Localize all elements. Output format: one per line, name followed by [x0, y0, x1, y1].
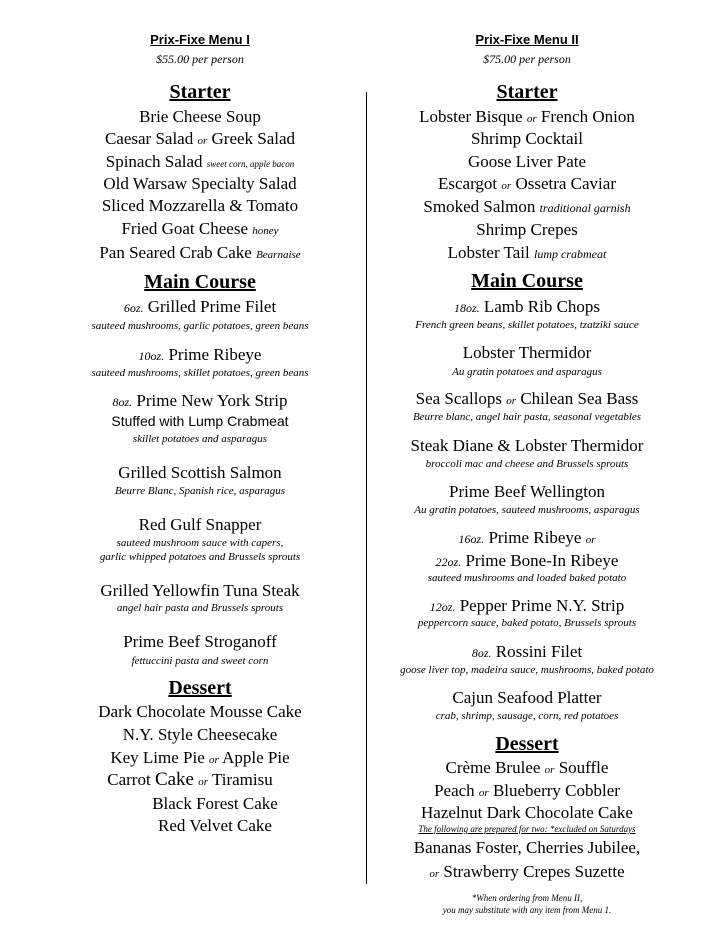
menu-2-price: $75.00 per person — [483, 52, 571, 66]
menu-item: Steak Diane & Lobster Thermidor — [410, 436, 644, 455]
menu-1-title: Prix-Fixe Menu I — [150, 32, 250, 47]
menu-item: Black Forest Cake — [152, 794, 278, 813]
footnote-line-1: *When ordering from Menu II, — [471, 893, 583, 903]
item-description: French green beans, skillet potatoes, tzatziki sauce — [415, 319, 639, 331]
menu-item: 6oz. Grilled Prime Filet — [123, 297, 277, 316]
item-extra: Stuffed with Lump Crabmeat — [111, 413, 289, 429]
item-description: angel hair pasta and Brussels sprouts — [116, 602, 284, 614]
menu-item: Fried Goat Cheese honey — [121, 219, 279, 238]
menu-item: Crème Brulee or Souffle — [445, 758, 609, 777]
menu-item: N.Y. Style Cheesecake — [122, 725, 278, 744]
item-description: Au gratin potatoes, sauteed mushrooms, asparagus — [414, 504, 640, 516]
starter-heading: Starter — [169, 81, 231, 103]
menu-item: 22oz. Prime Bone-In Ribeye — [435, 551, 619, 570]
menu-item: Pan Seared Crab Cake Bearnaise — [99, 243, 301, 262]
menu-item: 16oz. Prime Ribeye or — [458, 528, 596, 547]
menu-item: Escargot or Ossetra Caviar — [437, 174, 616, 193]
menu-item: 10oz. Prime Ribeye — [138, 345, 262, 364]
dessert-heading: Dessert — [168, 677, 232, 699]
item-description: sauteed mushrooms and loaded baked potato — [427, 572, 627, 584]
menu-item: Spinach Salad sweet corn, apple bacon — [105, 152, 295, 171]
item-description: crab, shrimp, sausage, corn, red potatoes — [435, 710, 619, 722]
menu-item: Grilled Scottish Salmon — [118, 463, 282, 482]
main-course-heading: Main Course — [144, 271, 256, 293]
item-description: Beurre blanc, angel hair pasta, seasonal vegetables — [412, 411, 642, 423]
item-description: garlic whipped potatoes and Brussels sprouts — [99, 551, 301, 563]
menu-item: Prime Beef Stroganoff — [123, 632, 277, 651]
item-description: peppercorn sauce, baked potato, Brussels sprouts — [417, 617, 637, 629]
menu-item: Smoked Salmon traditional garnish — [423, 197, 631, 216]
menu-item: Dark Chocolate Mousse Cake — [98, 702, 302, 721]
menu-item: Bananas Foster, Cherries Jubilee, — [413, 838, 641, 857]
menu-item: Prime Beef Wellington — [448, 482, 605, 501]
starter-heading: Starter — [496, 81, 558, 103]
menu-item: Brie Cheese Soup — [139, 107, 261, 126]
footnote-line-2: you may substitute with any item from Menu 1. — [442, 905, 612, 915]
menu-item: Sea Scallops or Chilean Sea Bass — [415, 389, 639, 408]
menu-2-title: Prix-Fixe Menu II — [475, 32, 579, 47]
item-description: sauteed mushrooms, garlic potatoes, green beans — [91, 320, 309, 332]
menu-item: Shrimp Cocktail — [471, 129, 583, 148]
menu-item: or Strawberry Crepes Suzette — [429, 862, 625, 881]
menu-item: Lobster Thermidor — [462, 343, 592, 362]
menu-item: Red Velvet Cake — [158, 816, 272, 835]
item-description: Beurre Blanc, Spanish rice, asparagus — [114, 485, 286, 497]
menu-item: 8oz. Rossini Filet — [471, 642, 583, 661]
menu-item: Shrimp Crepes — [476, 220, 578, 239]
menu-item: Goose Liver Pate — [467, 152, 587, 171]
menu-item: Lobster Bisque or French Onion — [419, 107, 635, 126]
menu-1-price: $55.00 per person — [156, 52, 244, 66]
menu-item: Peach or Blueberry Cobbler — [434, 781, 620, 800]
item-description: skillet potatoes and asparagus — [132, 433, 268, 445]
item-description: Au gratin potatoes and asparagus — [452, 366, 602, 378]
menu-item: Caesar Salad or Greek Salad — [104, 129, 296, 148]
item-description: broccoli mac and cheese and Brussels sprouts — [425, 458, 629, 470]
menu-item: Hazelnut Dark Chocolate Cake — [421, 803, 633, 822]
item-description: sauteed mushroom sauce with capers, — [116, 537, 284, 549]
menu-item: 18oz. Lamb Rib Chops — [453, 297, 601, 316]
dessert-note: The following are prepared for two: *excluded on Saturdays — [418, 824, 636, 834]
menu-item: Carrot Cake or Tiramisu — [107, 769, 273, 790]
menu-item: Lobster Tail lump crabmeat — [447, 243, 607, 262]
dessert-heading: Dessert — [495, 733, 559, 755]
item-description: fettuccini pasta and sweet corn — [131, 655, 269, 667]
item-description: goose liver top, madeira sauce, mushrooms, baked potato — [400, 664, 654, 676]
menu-item: Key Lime Pie or Apple Pie — [110, 748, 290, 767]
item-description: sauteed mushrooms, skillet potatoes, green beans — [91, 367, 309, 379]
menu-item: Old Warsaw Specialty Salad — [103, 174, 297, 193]
menu-item: 12oz. Pepper Prime N.Y. Strip — [429, 596, 625, 615]
menu-item: Cajun Seafood Platter — [452, 688, 602, 707]
main-course-heading: Main Course — [471, 270, 583, 292]
menu-item: Sliced Mozzarella & Tomato — [101, 196, 299, 215]
menu-item: Red Gulf Snapper — [138, 515, 262, 534]
menu-item: Grilled Yellowfin Tuna Steak — [100, 581, 300, 600]
menu-item: 8oz. Prime New York Strip — [112, 391, 288, 410]
